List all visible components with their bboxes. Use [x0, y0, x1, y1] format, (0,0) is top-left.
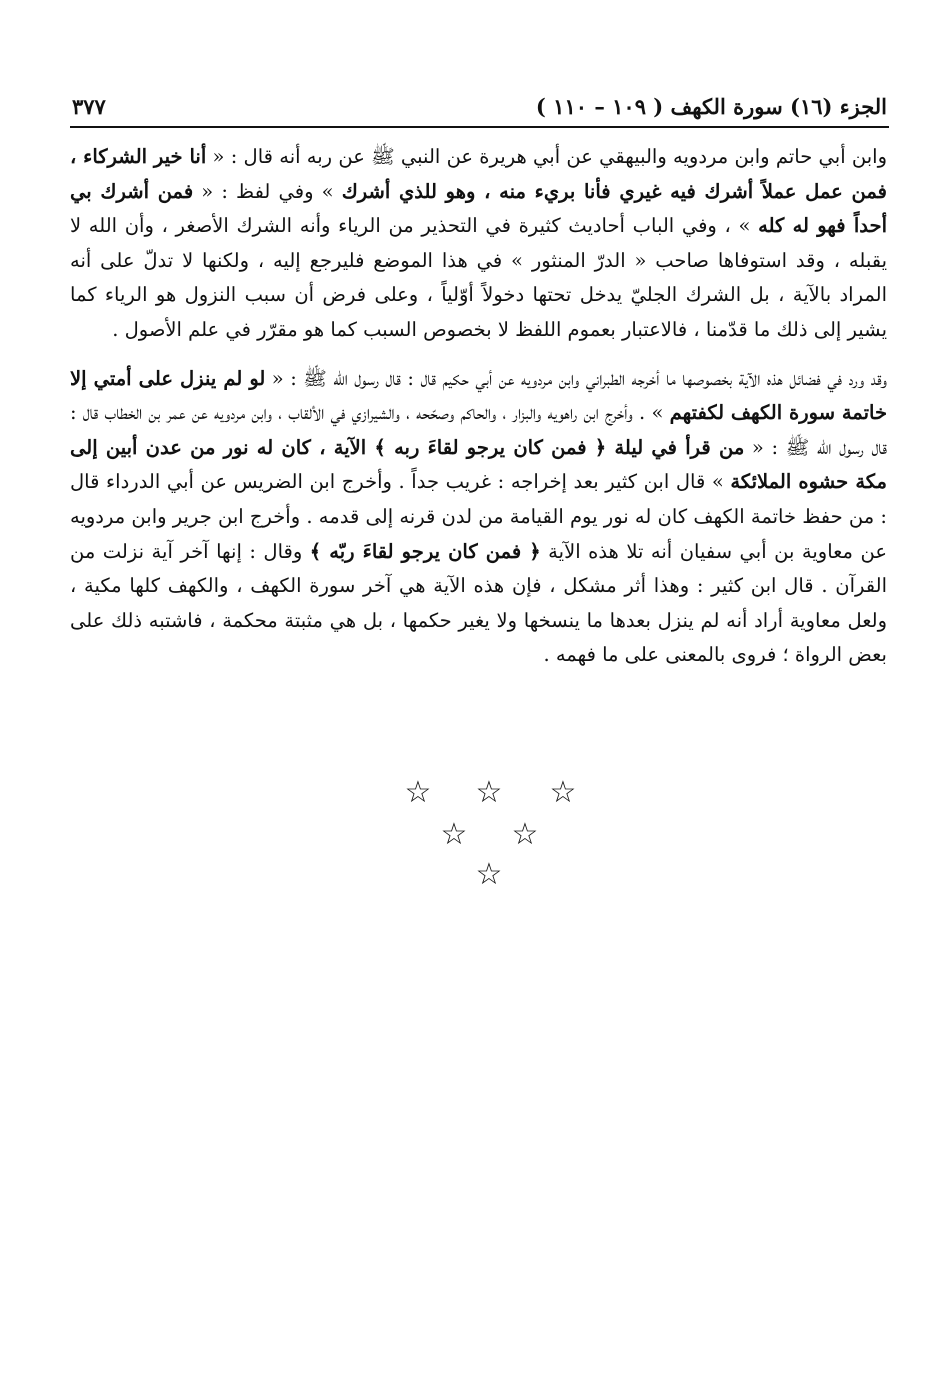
paragraph-2-text-4: وقال : إنها آخر آية نزلت من القرآن . قال ابن كثير : وهذا أثر مشكل ، فإن هذه الآية هي آخر سورة الكهف ، والكهف كلها مكية ، ولعل معاوية أراد أنه لم ينزل بعدها ما ينسخها ولا يغير حكمها ، بل هي مثبتة محكمة ، فاشتبه ذلك على بعض الرواة ؛ فروى بالمعنى على ما فهمه .: [70, 539, 887, 667]
hadith-quote-2: فمن أشرك بي أحداً فهو له كله: [70, 179, 888, 238]
paragraph-2-text-2: » . وأخرج ابن راهويه والبزار ، والحاكم وصحّحه ، والشيرازي في الألقاب ، وابن مردويه عن عمر بن الخطاب قال : قال رسول الله ﷺ : «: [70, 401, 887, 459]
paragraph-1-text-3: » ، وفي الباب أحاديث كثيرة في التحذير من الرياء وأنه الشرك الأصغر ، وأن الله لا يقبله ، وقد استوفاها صاحب « الدرّ المنثور » في هذا الموضع فليرجع إليه ، ولكنها لا تدلّ على أنه المراد بالآية ، بل الشرك الجليّ يدخل تحتها دخولاً أوّلياً ، وعلى فرض أن سبب النزول هو الرياء كما يشير إلى ذلك ما قدّمنا ، فالاعتبار بعموم اللفظ لا بخصوص السبب كما هو مقرّر في علم الأصول .: [70, 214, 887, 341]
section-end-ornament: [0, 775, 949, 898]
body-text: [70, 140, 887, 673]
hadith-quote-1: أنا خير الشركاء ، فمن عمل عملاً أشرك فيه غيري فأنا بريء منه ، وهو للذي أشرك: [70, 145, 887, 203]
paragraph-1-text-1: وابن أبي حاتم وابن مردويه والبيهقي عن أبي هريرة عن النبي ﷺ عن ربه أنه قال : «: [206, 145, 887, 168]
page-number: ٣٧٧: [72, 94, 106, 119]
running-header: [70, 92, 887, 126]
star-icon: ☆: [404, 775, 432, 810]
star-icon: ☆: [475, 857, 503, 892]
header-divider: [70, 126, 889, 128]
hadith-quote-3: لو لم ينزل على أمتي إلا خاتمة سورة الكهف لكفتهم: [70, 366, 887, 425]
paragraph-1: [70, 140, 887, 348]
star-icon: ☆: [440, 817, 468, 852]
paragraph-2: [70, 362, 887, 673]
star-icon: ☆: [549, 775, 577, 810]
hadith-quote-4: من قرأ في ليلة ﴿ فمن كان يرجو لقاءَ ربه ﴾ الآية ، كان له نور من عدن أبين إلى مكة حشوه الملائكة: [70, 435, 887, 494]
paragraph-2-text-3: » قال ابن كثير بعد إخراجه : غريب جداً . وأخرج ابن الضريس عن أبي الدرداء قال : من حفظ خاتمة الكهف كان له نور يوم القيامة من لدن قرنه إلى قدمه . وأخرج ابن جرير وابن مردويه عن معاوية بن أبي سفيان أنه تلا هذه الآية: [70, 470, 887, 563]
paragraph-2-text-1: وقد ورد في فضائل هذه الآية بخصوصها ما أخرجه الطبراني وابن مردويه عن أبي حكيم قال : قال رسول الله ﷺ : «: [265, 366, 887, 390]
verse-quote: ﴿ فمن كان يرجو لقاءَ ربّه ﴾: [309, 539, 541, 563]
star-icon: ☆: [475, 775, 503, 810]
header-title: الجزء (١٦) سورة الكهف ( ١٠٩ – ١١٠ ): [535, 94, 887, 119]
star-icon: ☆: [511, 817, 539, 852]
paragraph-1-text-2: » وفي لفظ : «: [193, 179, 342, 203]
